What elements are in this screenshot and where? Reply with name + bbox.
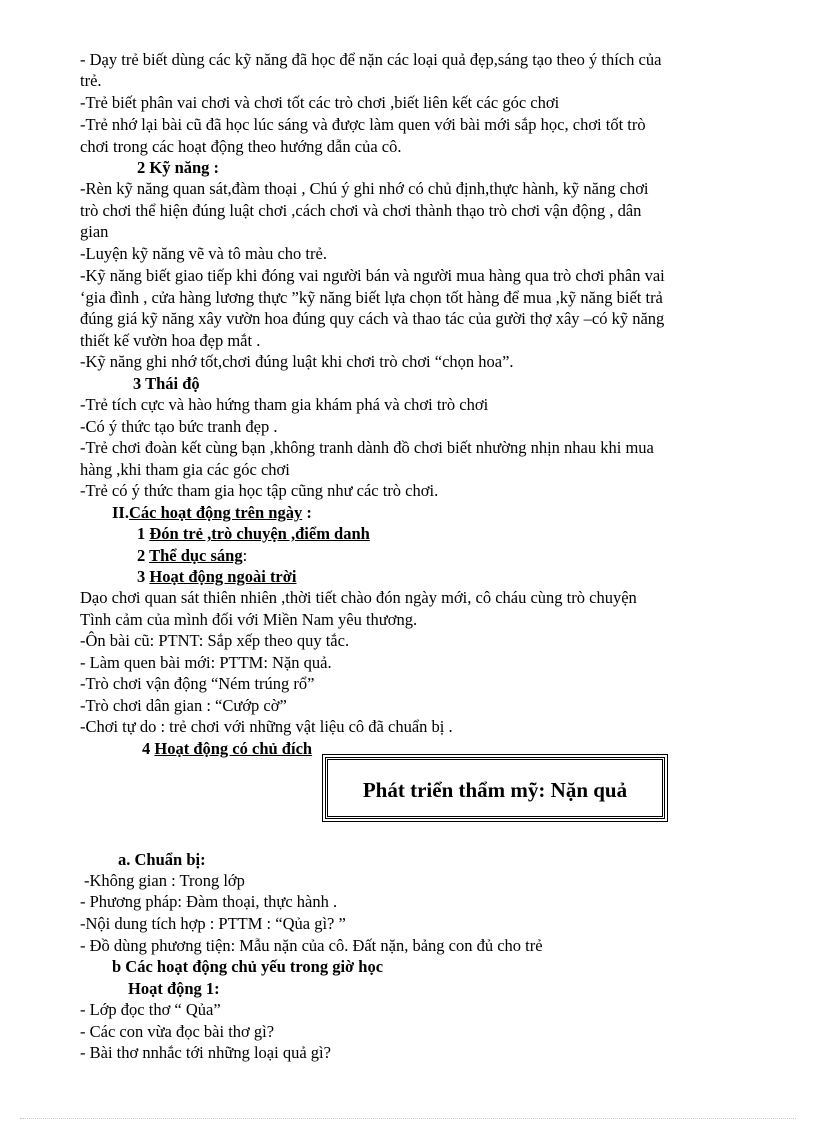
section-title: Các hoạt động trên ngày [128,503,303,522]
subheading-title: Đón trẻ ,trò chuyện ,điểm danh [149,524,370,543]
text-line: - Phương pháp: Đàm thoại, thực hành . [80,892,338,911]
text-line: -Kỹ năng ghi nhớ tốt,chơi đúng luật khi chơi trò chơi “chọn hoa”. [80,352,514,371]
subheading-suffix: : [242,546,248,565]
text-line: - Dạy trẻ biết dùng các kỹ năng đã học để nặn các loại quả đẹp,sáng tạo theo ý thích của [80,50,662,69]
text-line: -Trò chơi dân gian : “Cướp cờ” [80,696,287,715]
subheading-number: 3 [137,567,150,586]
text-line: -Trẻ có ý thức tham gia học tập cũng như các trò chơi. [80,481,439,500]
subheading-outdoor [137,566,296,587]
text-line: -Trẻ tích cực và hào hứng tham gia khám phá và chơi trò chơi [80,395,489,414]
text-line: - Đồ dùng phương tiện: Mẫu nặn của cô. Đất nặn, bảng con đủ cho trẻ [80,936,543,955]
subheading-title: Hoạt động ngoài trời [149,567,297,586]
page-bottom-divider [20,1118,796,1119]
text-line: chơi trong các hoạt động theo hướng dẫn của cô. [80,137,402,156]
text-line: - Các con vừa đọc bài thơ gì? [80,1022,275,1041]
subheading-welcome [137,523,370,544]
text-line: -Trẻ biết phân vai chơi và chơi tốt các trò chơi ,biết liên kết các góc chơi [80,93,560,112]
text-line: Dạo chơi quan sát thiên nhiên ,thời tiết chào đón ngày mới, cô cháu cùng trò chuyện [80,588,637,607]
text-line: trẻ. [80,71,102,90]
subheading-number: 4 [142,739,155,758]
section-number: II. [112,503,129,522]
text-line: gian [80,222,109,241]
text-line: -Không gian : Trong lớp [84,871,245,890]
section-heading-activities [112,502,312,523]
subheading-morning-exercise [137,545,247,566]
text-line: thiết kế vườn hoa đẹp mắt . [80,331,261,350]
text-line: -Trẻ chơi đoàn kết cùng bạn ,không tranh dành đồ chơi biết nhường nhịn nhau khi mua [80,438,654,457]
text-line: -Kỹ năng biết giao tiếp khi đóng vai người bán và người mua hàng qua trò chơi phân vai [80,266,665,285]
text-line: trò chơi thể hiện đúng luật chơi ,cách chơi và chơi thành thạo trò chơi vận động , dân [80,201,642,220]
subheading-main-activities: b Các hoạt động chủ yếu trong giờ học [112,957,384,976]
subheading-title: Hoạt động có chủ đích [154,739,313,758]
section-heading-attitude: 3 Thái độ [133,374,200,393]
lesson-title: Phát triển thẩm mỹ: Nặn quả [362,778,628,802]
lesson-title-box [325,757,665,819]
text-line: đúng giá kỹ năng xây vườn hoa đúng quy cách và thao tác của gười thợ xây –có kỹ năng [80,309,665,328]
text-line: -Rèn kỹ năng quan sát,đàm thoại , Chú ý ghi nhớ có chủ định,thực hành, kỹ năng chơi [80,179,649,198]
text-line: -Trò chơi vận động “Ném trúng rổ” [80,674,315,693]
text-line: Tình cảm của mình đối với Miền Nam yêu thương. [80,610,418,629]
subheading-focused-activity [142,738,312,759]
text-line: -Chơi tự do : trẻ chơi với những vật liệu cô đã chuẩn bị . [80,717,453,736]
subheading-preparation: a. Chuẩn bị: [118,850,206,869]
subheading-title: Thể dục sáng [149,546,243,565]
text-line: - Lớp đọc thơ “ Qủa” [80,1000,221,1019]
text-line: - Làm quen bài mới: PTTM: Nặn quả. [80,653,332,672]
text-line: - Bài thơ nnhắc tới những loại quả gì? [80,1043,331,1062]
text-line: -Ôn bài cũ: PTNT: Sắp xếp theo quy tắc. [80,631,350,650]
text-line: -Có ý thức tạo bức tranh đẹp . [80,417,278,436]
subheading-activity-1: Hoạt động 1: [128,979,220,998]
subheading-number: 2 [137,546,150,565]
text-line: ‘gia đình , cửa hàng lương thực ”kỹ năng biết lựa chọn tốt hàng để mua ,kỹ năng biết trả [80,288,663,307]
subheading-number: 1 [137,524,150,543]
text-line: hàng ,khi tham gia các góc chơi [80,460,290,479]
section-heading-skills: 2 Kỹ năng : [137,158,220,177]
section-suffix: : [302,503,312,522]
text-line: -Trẻ nhớ lại bài cũ đã học lúc sáng và được làm quen với bài mới sắp học, chơi tốt trò [80,115,646,134]
text-line: -Luyện kỹ năng vẽ và tô màu cho trẻ. [80,244,327,263]
text-line: -Nội dung tích hợp : PTTM : “Qủa gì? ” [80,914,346,933]
